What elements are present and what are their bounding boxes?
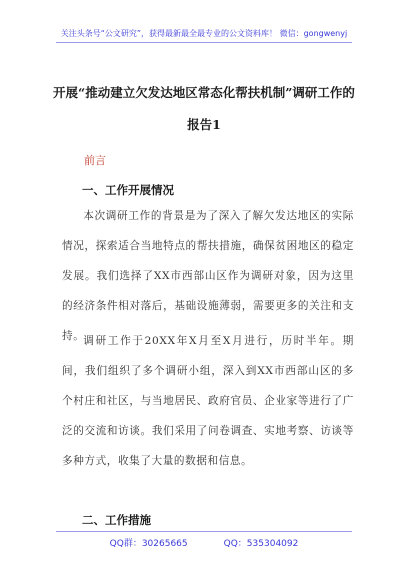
paragraph-2: 调研工作于20XX年X月至X月进行，历时半年。期间，我们组织了多个调研小组，深入到XX市西部山区的多个村庄和社区，与当地居民、政府官员、企业家等进行了广泛的交流和访谈。我们采用了问卷调查、实地考察、访谈等多种方式，收集了大量的数据和信息。 [62, 335, 354, 467]
section-2-heading: 二、工作措施 [82, 513, 151, 527]
paragraph-1: 本次调研工作的背景是为了深入了解欠发达地区的实际情况，探索适合当地特点的帮扶措施，确保贫困地区的稳定发展。我们选择了XX市西部山区作为调研对象，因为这里的经济条件相对落后，基础设施薄弱，需要更多的关注和支持。 [62, 210, 354, 342]
document-title-line-1: 开展“推动建立欠发达地区常态化帮扶机制”调研工作的 [53, 85, 355, 100]
footer-qq-group: QQ群：30265665 [109, 539, 188, 549]
footer-divider [56, 531, 352, 532]
document-title-line-2: 报告1 [187, 117, 221, 132]
header-banner: 关注头条号“公文研究”，获得最新最全最专业的公文资料库！ 微信：gongwenyj [60, 29, 348, 38]
preface-label: 前言 [84, 154, 106, 167]
footer-banner [0, 536, 408, 549]
footer-qq: QQ：535304092 [223, 539, 299, 549]
header-divider [56, 42, 352, 43]
section-1-heading: 一、工作开展情况 [82, 183, 174, 197]
